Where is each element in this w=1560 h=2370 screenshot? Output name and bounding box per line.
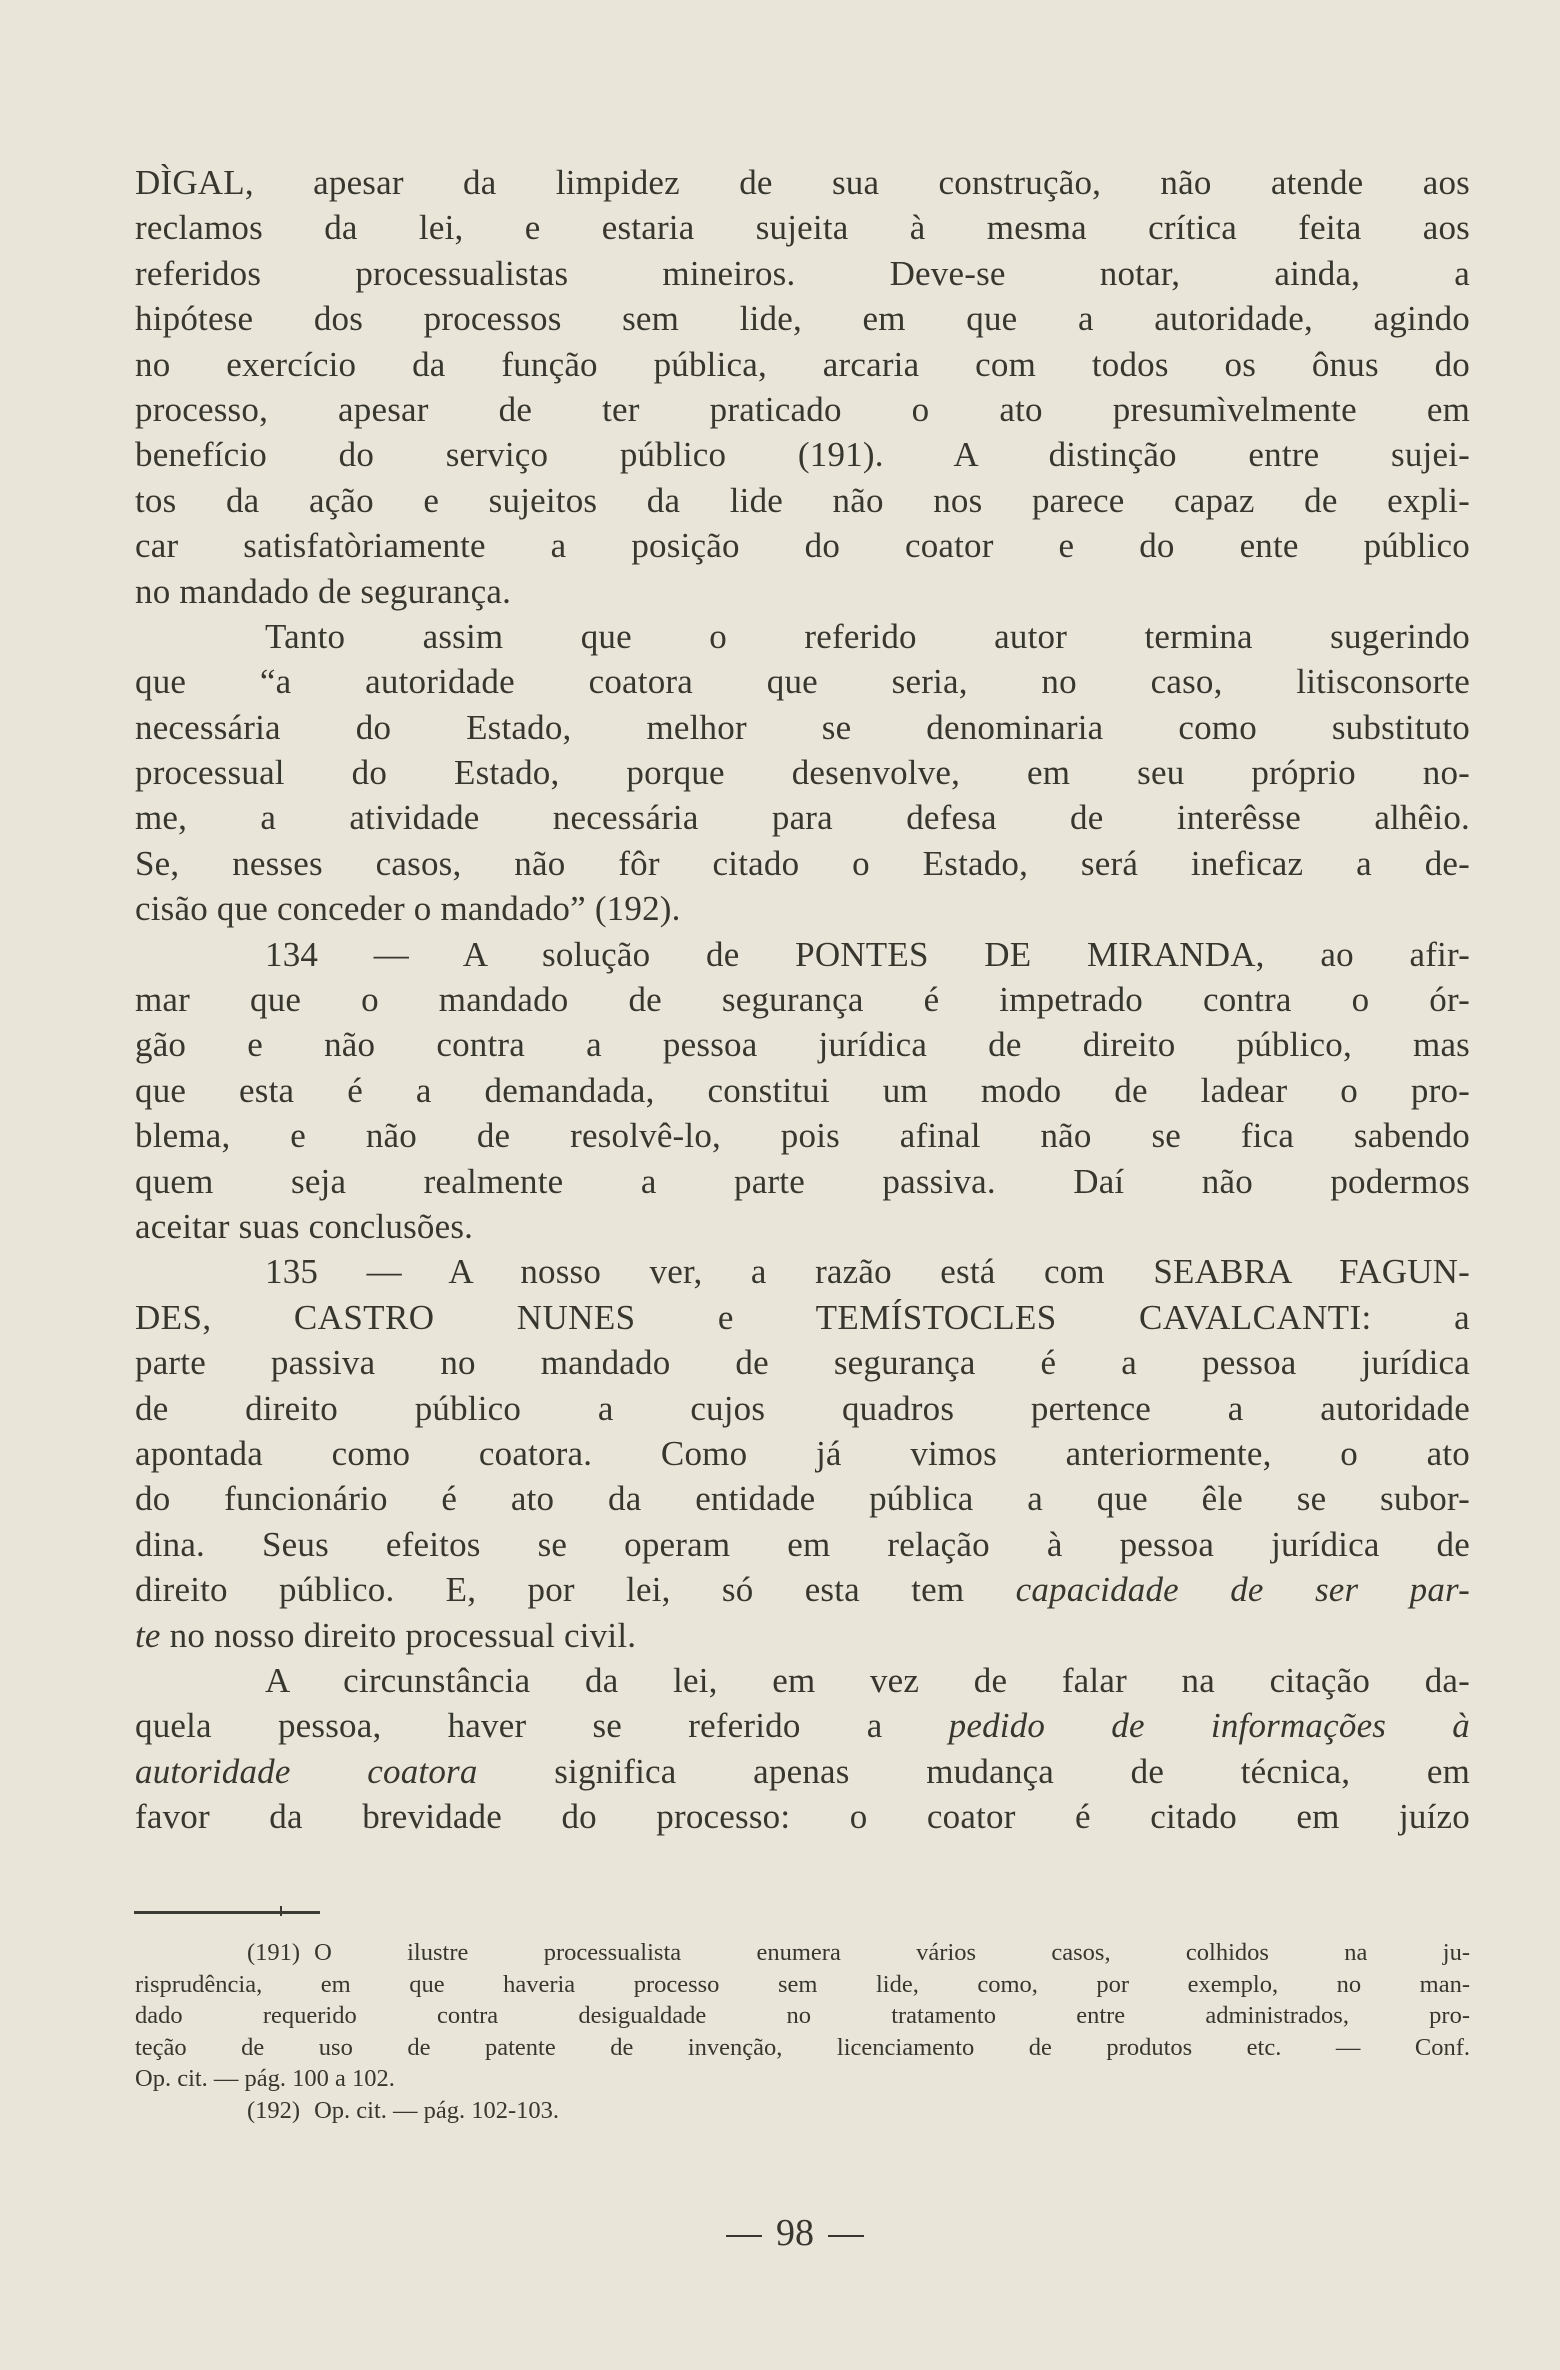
text-line: que “a autoridade coatora que seria, no caso, litisconsorte: [135, 662, 1470, 702]
footnote-191-line: dado requerido contra desigualdade no tratamento entre administrados, pro-: [135, 2002, 1470, 2029]
paragraph-start-line: Tanto assim que o referido autor termina sugerindo: [265, 616, 1470, 656]
text-line: cisão que conceder o mandado” (192).: [135, 889, 681, 929]
footnote-separator-tick: [280, 1906, 282, 1916]
text-line: processo, apesar de ter praticado o ato presumìvelmente em: [135, 389, 1470, 429]
text-line: processual do Estado, porque desenvolve, em seu próprio no-: [135, 753, 1470, 793]
footnotes: [135, 1937, 1470, 2126]
text-line: benefício do serviço público (191). A distinção entre sujei-: [135, 435, 1470, 475]
footnote-191-line: [135, 1937, 1470, 1969]
page-number-dash-right: [828, 2235, 864, 2237]
footnote-191-line: Op. cit. — pág. 100 a 102.: [135, 2065, 395, 2092]
text-line: me, a atividade necessária para defesa de interêsse alhêio.: [135, 798, 1470, 838]
page-number-dash-left: [726, 2235, 762, 2237]
text-line: referidos processualistas mineiros. Deve-se notar, ainda, a: [135, 253, 1470, 293]
footnote-number: (192): [247, 2096, 301, 2124]
text-line: do funcionário é ato da entidade pública a que êle se subor-: [135, 1479, 1470, 1519]
section-135-start: 135 — A nosso ver, a razão está com SEABRA FAGUN-: [265, 1252, 1470, 1292]
text-line: Se, nesses casos, não fôr citado o Estado, será ineficaz a de-: [135, 843, 1470, 883]
italic-phrase: capacidade de ser par-: [1015, 1570, 1470, 1610]
text-line: mar que o mandado de segurança é impetrado contra o ór-: [135, 980, 1470, 1020]
text-line: gão e não contra a pessoa jurídica de direito público, mas: [135, 1025, 1470, 1065]
text-line: blema, e não de resolvê-lo, pois afinal não se fica sabendo: [135, 1116, 1470, 1156]
text-run: direito público. E, por lei, só esta tem: [135, 1570, 1016, 1610]
text-line: de direito público a cujos quadros pertence a autoridade: [135, 1388, 1470, 1428]
text-run: significa apenas mudança de técnica, em: [477, 1751, 1470, 1791]
footnote-191-line: teção de uso de patente de invenção, licenciamento de produtos etc. — Conf.: [135, 2033, 1470, 2061]
text-line: [135, 1613, 1470, 1658]
text-line: [135, 1703, 1470, 1748]
text-line: necessária do Estado, melhor se denominaria como substituto: [135, 707, 1470, 747]
italic-phrase: autoridade coatora: [135, 1751, 478, 1791]
text-run: quela pessoa, haver se referido a: [135, 1706, 949, 1746]
footnote-191-line: risprudência, em que haveria processo sem lide, como, por exemplo, no man-: [135, 1970, 1470, 1998]
page-number: [0, 2210, 1560, 2256]
text-line: car satisfatòriamente a posição do coator e do ente público: [135, 526, 1470, 566]
text-line: aceitar suas conclusões.: [135, 1206, 474, 1246]
text-line: reclamos da lei, e estaria sujeita à mesma crítica feita aos: [135, 208, 1470, 248]
text-line: [135, 1749, 1470, 1794]
italic-phrase: te: [135, 1615, 161, 1655]
footnote-number: (191): [247, 1939, 301, 1966]
section-134-start: 134 — A solução de PONTES DE MIRANDA, ao afir-: [265, 934, 1470, 974]
text-line: DÌGAL, apesar da limpidez de sua construção, não atende aos: [135, 163, 1470, 202]
text-line: dina. Seus efeitos se operam em relação à pessoa jurídica de: [135, 1524, 1470, 1564]
footnote-192-line: [135, 2095, 1470, 2127]
paragraph-start-line: A circunstância da lei, em vez de falar na citação da-: [265, 1660, 1470, 1700]
text-line: DES, CASTRO NUNES e TEMÍSTOCLES CAVALCANTI: a: [135, 1297, 1470, 1337]
main-text: [135, 160, 1470, 1839]
text-line: favor da brevidade do processo: o coator é citado em juízo: [135, 1797, 1470, 1837]
text-line: apontada como coatora. Como já vimos anteriormente, o ato: [135, 1433, 1470, 1473]
text-line: que esta é a demandada, constitui um modo de ladear o pro-: [135, 1070, 1470, 1110]
italic-phrase: pedido de informações à: [948, 1706, 1470, 1746]
footnote-text: Op. cit. — pág. 102-103.: [314, 2096, 560, 2124]
text-line: no exercício da função pública, arcaria com todos os ônus do: [135, 344, 1470, 384]
text-line: hipótese dos processos sem lide, em que a autoridade, agindo: [135, 299, 1470, 339]
text-line: no mandado de segurança.: [135, 571, 512, 611]
text-line: [135, 1567, 1470, 1612]
text-run: no nosso direito processual civil.: [160, 1615, 637, 1655]
text-line: tos da ação e sujeitos da lide não nos parece capaz de expli-: [135, 480, 1470, 520]
text-line: quem seja realmente a parte passiva. Daí não podermos: [135, 1161, 1470, 1201]
text-line: parte passiva no mandado de segurança é a pessoa jurídica: [135, 1343, 1470, 1383]
footnote-text: O ilustre processualista enumera vários casos, colhidos na ju-: [314, 1939, 1470, 1966]
page-number-value: 98: [776, 2212, 814, 2254]
footnote-separator: [134, 1911, 320, 1914]
